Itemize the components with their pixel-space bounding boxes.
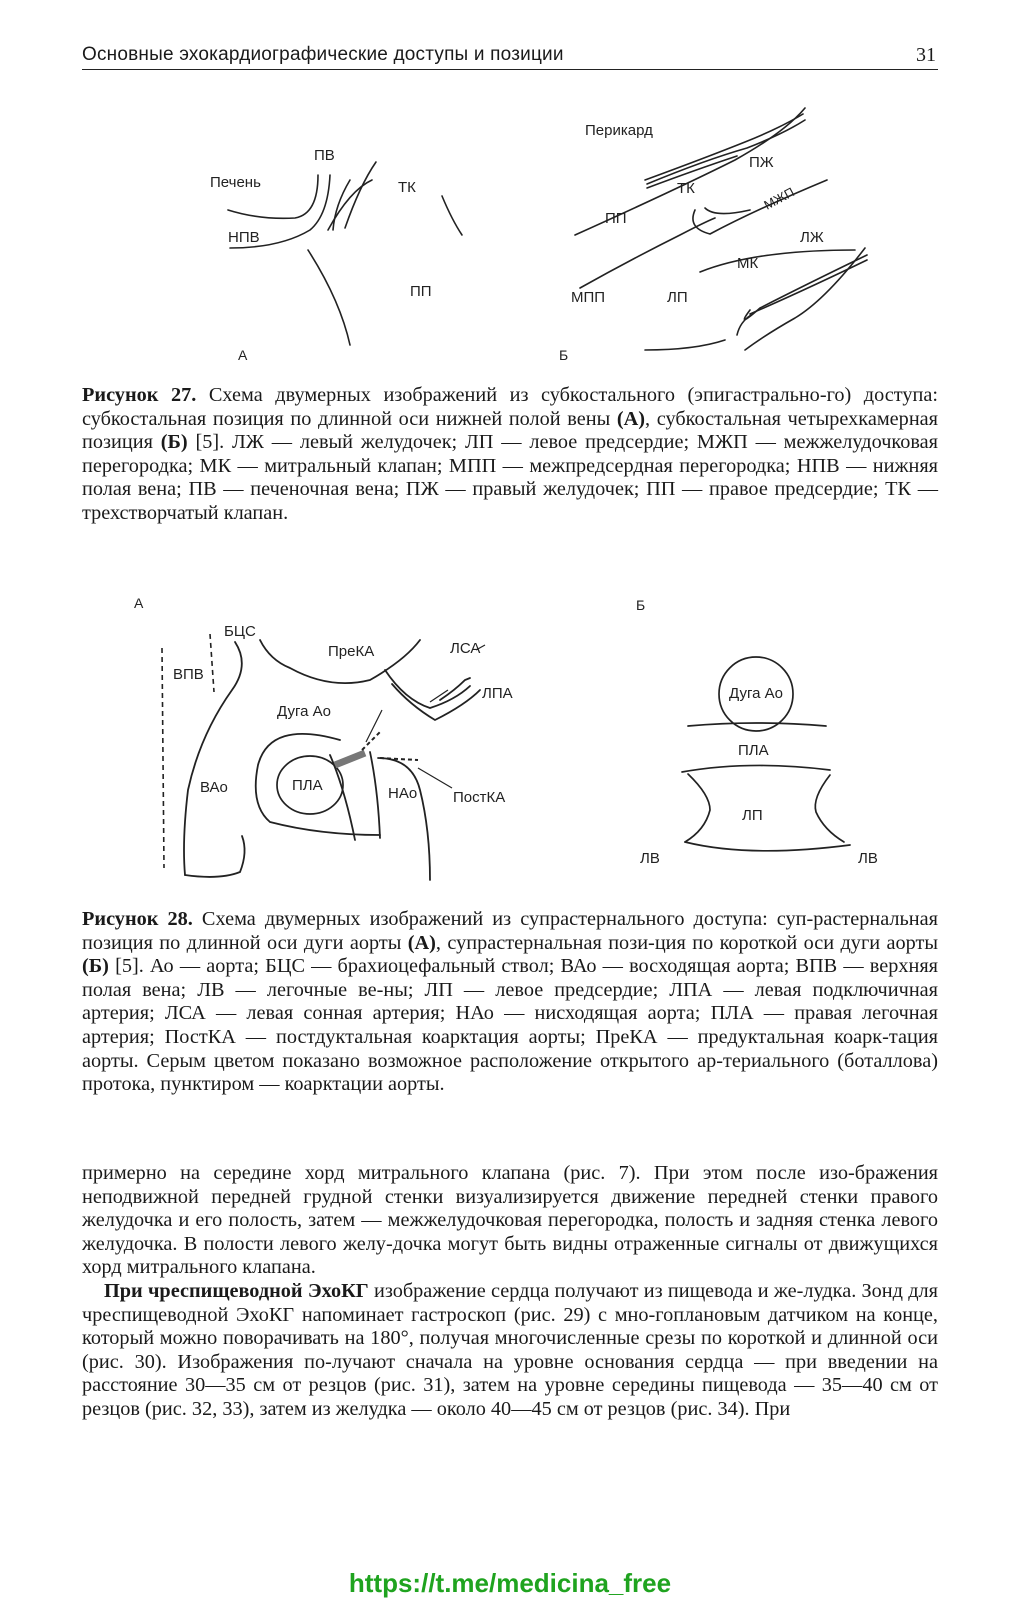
caption-27-b-ref: (Б) — [160, 431, 188, 454]
body-text — [82, 1162, 938, 1422]
figure-28-caption — [82, 908, 938, 1097]
label-pv-right: ЛВ — [858, 850, 878, 867]
page-number: 31 — [916, 44, 936, 66]
panel-letter-b: Б — [636, 597, 646, 613]
caption-27-a-ref: (А) — [616, 407, 646, 430]
label-preka: ПреКА — [328, 643, 375, 660]
label-la: ЛП — [667, 289, 688, 306]
panel-letter-a: А — [134, 595, 144, 611]
label-b-arch: Дуга Ао — [729, 685, 783, 702]
caption-28-text-3: [5]. Ао — аорта; БЦС — брахиоцефальный ствол; ВАо — восходящая аорта; ВПВ — верхняя полая вена; ЛВ — легочные ве-ны; ЛП — левое предсердие; ЛПА — левая подключичная артерия; ЛСА — левая сонная артерия; НАо — нисходящая аорта; ПЛА — правая легочная артерия; ПостКА — постдуктальная коарктация аорты; ПреКА — предуктальная коарк-тация аорты. Серым цветом показано возможное расположение открытого ар-териального (боталлова) протока, пунктиром — коарктации аорты. — [82, 955, 938, 1096]
label-tricuspid: ТК — [398, 179, 416, 196]
paragraph-2 — [82, 1280, 938, 1422]
figure-27-caption — [82, 384, 938, 526]
panel-letter-a: А — [238, 347, 248, 363]
label-pv-left: ЛВ — [640, 850, 660, 867]
figure-28-panel-b — [630, 590, 900, 880]
paragraph-1: примерно на середине хорд митрального клапана (рис. 7). При этом после изо-бражения неподвижной передней грудной стенки визуализируется движение передней стенки правого желудочка и его полость, затем — межжелудочковая перегородка, полость и задняя стенка левого желудочка. В полости левого желу-дочка могут быть видны отраженные сигналы от движущихся хорд митрального клапана. — [82, 1162, 938, 1279]
figure-27-panel-b — [555, 100, 875, 372]
caption-28-lead: Рисунок 28. — [82, 908, 193, 930]
figure-28-panel-a — [130, 590, 550, 890]
label-ra: ПП — [605, 210, 627, 227]
label-vao: ВАо — [200, 779, 228, 796]
telegram-link[interactable]: https://t.me/medicina_free — [348, 1568, 672, 1598]
panel-letter-b: Б — [559, 347, 569, 363]
label-rv: ПЖ — [749, 154, 774, 171]
label-liver: Печень — [210, 174, 261, 191]
caption-28-b-ref: (Б) — [82, 955, 109, 978]
label-ivc: НПВ — [228, 229, 260, 246]
ductus-arteriosus — [335, 753, 365, 765]
caption-28-text-1: Схема двумерных изображений из супрастернального доступа: суп-растернальная позиция по длинной оси дуги аорты — [82, 908, 938, 954]
label-rpa: ПЛА — [292, 777, 323, 794]
label-b-tricuspid: ТК — [677, 180, 695, 197]
caption-27-lead: Рисунок 27. — [82, 384, 197, 406]
figure-28a-diagram — [130, 590, 550, 890]
label-hepatic-vein: ПВ — [314, 147, 335, 164]
label-bcs: БЦС — [224, 623, 256, 640]
caption-27-text-3: [5]. ЛЖ — левый желудочек; ЛП — левое предсердие; МЖП — межжелудочковая перегородка; МК — митральный клапан; МПП — межпредсердная перегородка; НПВ — нижняя полая вена; ПВ — печеночная вена; ПЖ — правый желудочек; ПП — правое предсердие; ТК — трехстворчатый клапан. — [82, 431, 938, 524]
caption-28-a-ref: (А) — [407, 931, 436, 954]
paragraph-2-text: изображение сердца получают из пищевода и же-лудка. Зонд для чреспищеводной ЭхоКГ напоминает гастроскоп (рис. 29) с мно-гоплановым датчиком на конце, который можно поворачивать на 180°, получая многочисленные срезы по короткой и длинной оси (рис. 30). Изображения по-лучают сначала на уровне основания сердца — при введении на расстояние 30—35 см от резцов (рис. 31), затем на уровне середины пищевода — 35—40 см от резцов (рис. 32, 33), затем из желудка — около 40—45 см от резцов (рис. 34). При — [82, 1279, 938, 1420]
caption-27-text-1: Схема двумерных изображений из субкостального (эпигастрально-го) доступа: субкостальная позиция по длинной оси нижней полой вены — [82, 384, 938, 430]
header-rule — [82, 69, 938, 70]
label-lsa: ЛСА — [450, 640, 481, 657]
label-arch: Дуга Ао — [277, 703, 331, 720]
label-lpa: ЛПА — [482, 685, 513, 702]
label-postka: ПостКА — [453, 789, 506, 806]
figure-27b-diagram — [555, 100, 875, 372]
caption-28-text-2: , супрастернальная пози-ция по короткой оси дуги аорты — [435, 931, 939, 954]
running-title: Основные эхокардиографические доступы и позиции — [82, 44, 564, 65]
label-b-rpa: ПЛА — [738, 742, 769, 759]
label-ias: МПП — [571, 289, 606, 306]
label-nao: НАо — [388, 785, 418, 802]
label-mitral: МК — [737, 255, 759, 272]
paragraph-2-lead: При чреспищеводной ЭхоКГ — [104, 1279, 369, 1302]
label-lv: ЛЖ — [800, 229, 824, 246]
label-svc: ВПВ — [173, 666, 204, 683]
figure-27a-diagram — [200, 130, 480, 375]
page-header — [82, 42, 938, 72]
label-right-atrium: ПП — [410, 283, 432, 300]
label-b-la: ЛП — [742, 807, 763, 824]
figure-28b-diagram — [630, 590, 900, 880]
label-pericardium: Перикард — [585, 122, 653, 139]
caption-27-text-2: , субкостальная четырехкамерная позиция — [82, 407, 938, 454]
figure-27-panel-a — [200, 130, 480, 375]
label-ivs: МЖП — [761, 184, 797, 213]
